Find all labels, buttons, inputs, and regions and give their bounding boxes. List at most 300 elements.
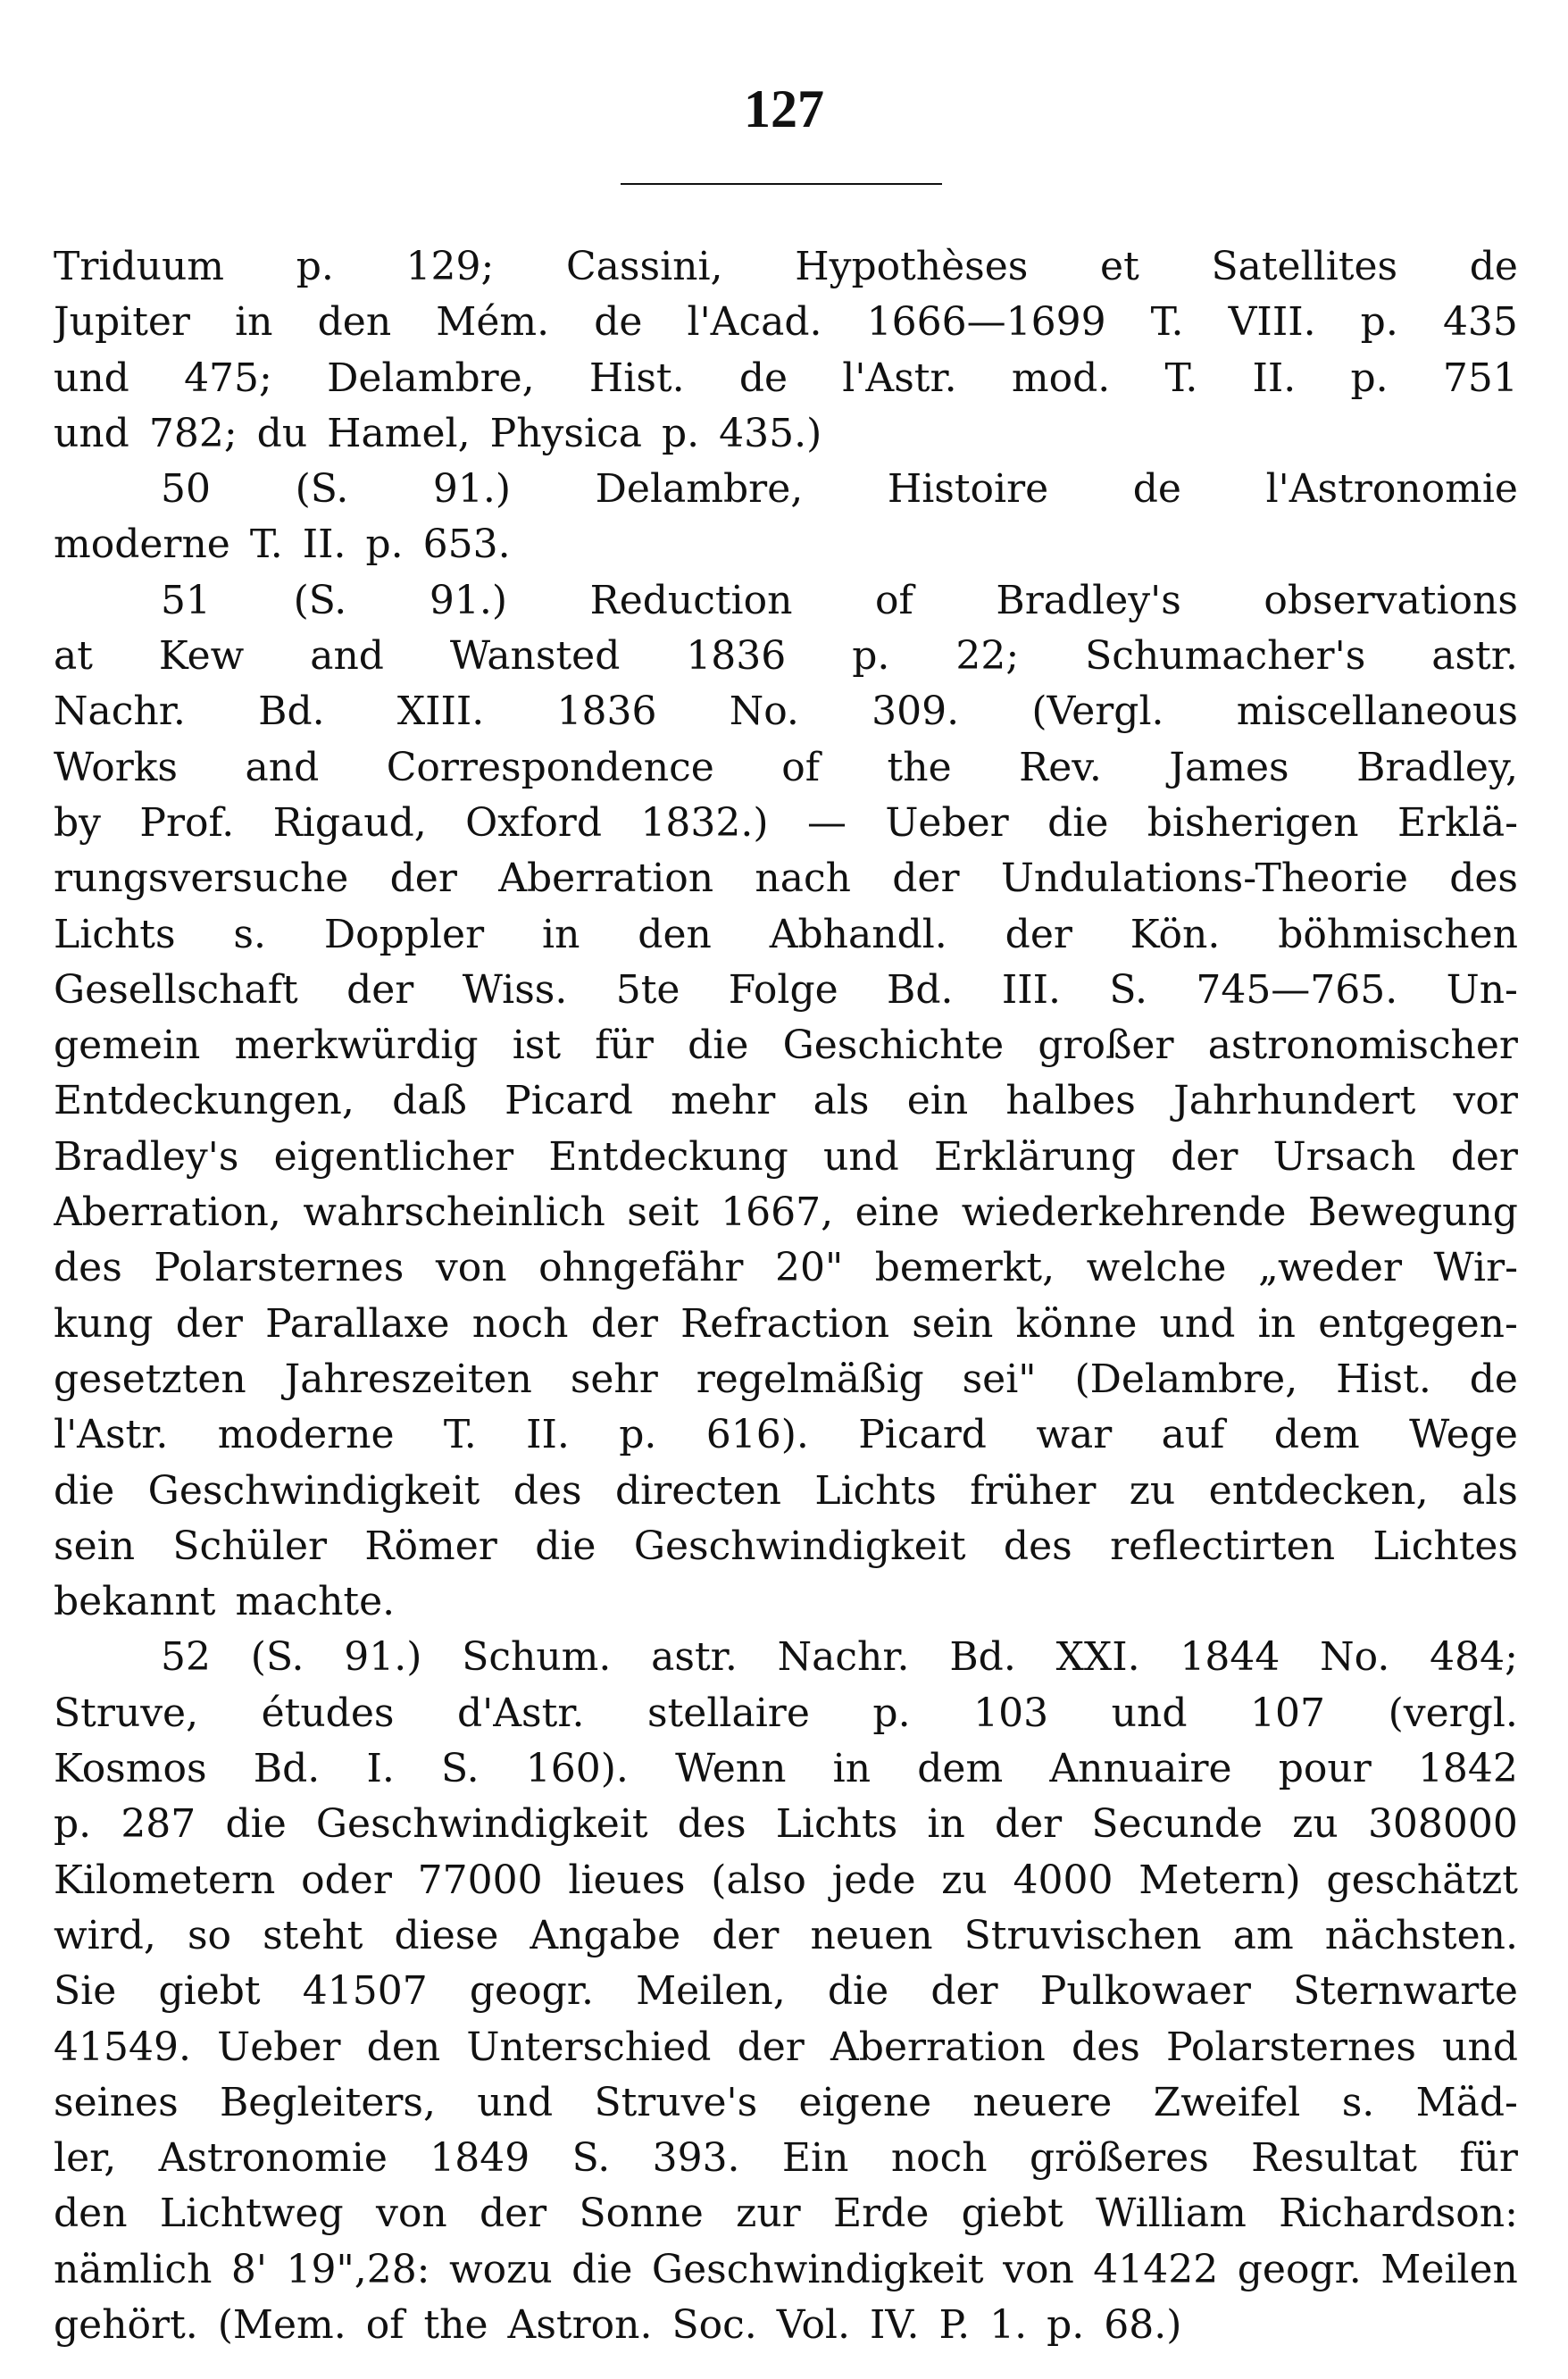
word: p. <box>365 522 404 568</box>
word: die <box>688 1023 749 1069</box>
word: und <box>1159 1300 1236 1347</box>
word: 91.) <box>429 577 507 623</box>
text-line <box>54 1352 1518 1407</box>
word: 41422 <box>1093 2246 1219 2292</box>
word: bekannt <box>54 1579 216 1625</box>
word: études <box>261 1690 395 1736</box>
word: 745—765. <box>1196 966 1398 1013</box>
word: zur <box>736 2191 801 2237</box>
word: die <box>54 1467 115 1514</box>
word: den <box>366 2024 441 2070</box>
word: Undulations-Theorie <box>1000 856 1408 902</box>
word: Geschichte <box>782 1023 1005 1069</box>
text-line <box>54 1240 1518 1296</box>
word: II. <box>302 522 346 568</box>
word: VIII. <box>1228 299 1316 346</box>
word: 107 <box>1250 1690 1326 1736</box>
word: Kosmos <box>54 1746 207 1792</box>
word: the <box>887 744 952 790</box>
word: den <box>54 2191 128 2237</box>
word: geogr. <box>1237 2246 1362 2292</box>
word: Hamel, <box>327 410 471 456</box>
word: Astron. <box>507 2301 653 2348</box>
word: und <box>54 410 129 456</box>
word: entgegen- <box>1318 1300 1518 1347</box>
word: 782; <box>148 410 238 456</box>
text-line <box>54 684 1518 739</box>
word: 91.) <box>344 1634 422 1681</box>
word: der <box>389 856 457 902</box>
word: wiederkehrende <box>961 1190 1287 1236</box>
text-line <box>54 2075 1518 2131</box>
word: 287 <box>121 1801 196 1848</box>
word: mod. <box>1011 355 1111 401</box>
word: de <box>738 355 788 401</box>
word: Rigaud, <box>272 799 427 846</box>
text-line <box>54 2186 1518 2241</box>
word: Begleiters, <box>219 2079 436 2125</box>
word: Jahreszeiten <box>284 1356 532 1402</box>
word: the <box>423 2301 488 2348</box>
word: bisherigen <box>1147 799 1359 846</box>
word: 751 <box>1442 355 1518 401</box>
text-line <box>54 2020 1518 2075</box>
word: James <box>1169 744 1289 790</box>
word: XXI. <box>1055 1634 1140 1681</box>
word: Bewegung <box>1307 1190 1518 1236</box>
word: 1. <box>989 2301 1028 2348</box>
word: 475; <box>184 355 272 401</box>
word: nämlich <box>54 2246 213 2292</box>
text-line <box>54 1630 1518 1685</box>
word: Sie <box>54 1968 117 2015</box>
word: zu <box>941 1857 988 1903</box>
word: des <box>1072 2024 1140 2070</box>
text-line <box>54 462 1518 517</box>
word: Struve, <box>54 1690 199 1736</box>
word: merkwürdig <box>234 1023 479 1069</box>
word: den <box>638 911 712 957</box>
word: bemerkt, <box>874 1245 1055 1291</box>
word: gehört. <box>54 2301 198 2348</box>
word: by <box>54 799 102 846</box>
word: gesetzten <box>54 1356 246 1402</box>
text-line <box>54 1574 1518 1630</box>
word: p. <box>661 410 700 456</box>
word: astr. <box>1431 633 1518 680</box>
text-line <box>54 796 1518 851</box>
word: noch <box>890 2135 988 2182</box>
word: of <box>365 2301 405 2348</box>
word: l'Acad. <box>687 299 822 346</box>
word: Reduction <box>589 577 793 623</box>
word: Histoire <box>887 466 1049 513</box>
word: Physica <box>489 410 642 456</box>
word: in <box>1257 1300 1296 1347</box>
word: des <box>677 1801 746 1848</box>
word: Doppler <box>323 911 485 957</box>
text-line <box>54 2131 1518 2186</box>
word: 20" <box>774 1245 844 1291</box>
word: l'Astr. <box>54 1412 169 1458</box>
word: p. <box>1360 299 1398 346</box>
word: II. <box>526 1412 570 1458</box>
header-rule <box>621 183 942 185</box>
word: 91.) <box>432 466 512 513</box>
word: du <box>256 410 308 456</box>
word: Prof. <box>139 799 235 846</box>
word: astr. <box>651 1634 738 1681</box>
text-line <box>54 1185 1518 1240</box>
word: (S. <box>295 466 349 513</box>
word: de <box>1469 1356 1518 1402</box>
word: Hypothèses <box>795 244 1029 289</box>
text-line <box>54 1741 1518 1797</box>
word: halbes <box>1005 1078 1136 1124</box>
word: Triduum <box>54 244 225 289</box>
word: S. <box>571 2135 611 2182</box>
word: de <box>594 299 643 346</box>
word: Lichts <box>814 1467 937 1514</box>
word: giebt <box>961 2191 1063 2237</box>
word: Ein <box>781 2135 849 2182</box>
word: Hist. <box>1336 1356 1431 1402</box>
word: Pulkowaer <box>1039 1968 1251 2015</box>
word: Ursach <box>1272 1133 1416 1180</box>
word: 52 <box>161 1634 211 1681</box>
word: der <box>737 2024 805 2070</box>
text-line <box>54 963 1518 1018</box>
word: p. <box>1350 355 1389 401</box>
word: Hist. <box>588 355 685 401</box>
word: Bd. <box>887 966 954 1013</box>
word: Un- <box>1446 966 1518 1013</box>
word: (Delambre, <box>1074 1356 1298 1402</box>
word: gemein <box>54 1023 201 1069</box>
word: III. <box>1001 966 1062 1013</box>
word: nächsten. <box>1324 1912 1518 1958</box>
word: I. <box>366 1746 395 1792</box>
text-line <box>54 1073 1518 1129</box>
text-line <box>54 351 1518 406</box>
word: Ueber <box>217 2024 341 2070</box>
word: Römer <box>364 1523 497 1569</box>
word: den <box>317 299 392 346</box>
word: am <box>1232 1912 1294 1958</box>
text-line <box>54 406 1518 462</box>
word: Wege <box>1409 1412 1518 1458</box>
word: Geschwindigkeit <box>633 1523 966 1569</box>
word: Struve's <box>594 2079 758 2125</box>
word: No. <box>1320 1634 1390 1681</box>
word: Secunde <box>1091 1801 1264 1848</box>
word: Jupiter <box>54 299 190 346</box>
word: Meilen, <box>636 1968 786 2015</box>
word: und <box>1442 2024 1518 2070</box>
word: Lichtweg <box>159 2191 344 2237</box>
word: in <box>235 299 273 346</box>
word: S. <box>1109 966 1147 1013</box>
word: Sternwarte <box>1293 1968 1518 2015</box>
word: pour <box>1278 1746 1372 1792</box>
word: des <box>1449 856 1518 902</box>
word: reflectirten <box>1110 1523 1336 1569</box>
word: Wiss. <box>462 966 568 1013</box>
word: Lichts <box>775 1801 898 1848</box>
word: — <box>806 799 847 846</box>
word: eine <box>855 1190 940 1236</box>
word: l'Astronomie <box>1265 466 1518 513</box>
word: von <box>435 1245 507 1291</box>
word: Lichtes <box>1372 1523 1518 1569</box>
word: der <box>590 1300 658 1347</box>
word: „weder <box>1258 1245 1402 1291</box>
word: Wir- <box>1433 1245 1518 1291</box>
word: 484; <box>1430 1634 1518 1681</box>
word: auf <box>1161 1412 1225 1458</box>
word: könne <box>1015 1300 1138 1347</box>
word: die <box>1047 799 1109 846</box>
word: und <box>477 2079 554 2125</box>
word: Bradley, <box>1356 744 1518 790</box>
word: 51 <box>161 577 211 623</box>
word: früher <box>970 1467 1097 1514</box>
word: Annuaire <box>1049 1746 1232 1792</box>
word: 1836 <box>686 633 787 680</box>
word: p. <box>296 244 334 289</box>
word: Schum. <box>462 1634 612 1681</box>
word: des <box>1003 1523 1072 1569</box>
word: Geschwindigkeit <box>315 1801 648 1848</box>
word: wahrscheinlich <box>303 1190 605 1236</box>
word: wird, <box>54 1912 156 1958</box>
word: daß <box>392 1078 467 1124</box>
text-line <box>54 1297 1518 1352</box>
word: großer <box>1038 1023 1174 1069</box>
text-line <box>54 1908 1518 1964</box>
word: steht <box>263 1912 363 1958</box>
word: No. <box>729 689 799 735</box>
word: von <box>1003 2246 1074 2292</box>
word: 5te <box>615 966 680 1013</box>
word: 1842 <box>1417 1746 1518 1792</box>
word: die <box>225 1801 287 1848</box>
word: (also <box>711 1857 806 1903</box>
word: Mäd- <box>1415 2079 1518 2125</box>
word: 4000 <box>1013 1857 1113 1903</box>
word: s. <box>1341 2079 1375 2125</box>
word: of <box>781 744 821 790</box>
word: der <box>346 966 414 1013</box>
word: Aberration <box>830 2024 1046 2070</box>
word: moderne <box>217 1412 395 1458</box>
word: Gesellschaft <box>54 966 298 1013</box>
word: 1836 <box>556 689 657 735</box>
word: P. <box>938 2301 971 2348</box>
word: wozu <box>449 2246 553 2292</box>
word: der <box>892 856 960 902</box>
word: seines <box>54 2079 179 2125</box>
word: sein <box>912 1300 994 1347</box>
word: T. <box>1150 299 1184 346</box>
text-line <box>54 1686 1518 1741</box>
word: diese <box>394 1912 499 1958</box>
word: (S. <box>293 577 347 623</box>
word: sein <box>54 1523 136 1569</box>
word: 1832.) <box>640 799 769 846</box>
word: und <box>822 1133 899 1180</box>
word: 1667, <box>721 1190 834 1236</box>
text-line <box>54 1797 1518 1852</box>
word: 393. <box>652 2135 740 2182</box>
word: giebt <box>158 1968 261 2015</box>
word: Delambre, <box>327 355 535 401</box>
word: regelmäßig <box>696 1356 924 1402</box>
text-line <box>54 295 1518 350</box>
word: T. <box>1164 355 1198 401</box>
text-line <box>54 573 1518 629</box>
word: 50 <box>161 466 211 513</box>
word: Parallaxe <box>265 1300 450 1347</box>
text-line <box>54 851 1518 906</box>
word: die <box>571 2246 633 2292</box>
word: welche <box>1086 1245 1227 1291</box>
word: noch <box>471 1300 569 1347</box>
word: p. <box>1047 2301 1085 2348</box>
word: zu <box>1129 1467 1176 1514</box>
word: eigentlicher <box>273 1133 514 1180</box>
word: Picard <box>858 1412 987 1458</box>
word: Kew <box>158 633 245 680</box>
word: als <box>1462 1467 1518 1514</box>
word: Mém. <box>436 299 550 346</box>
text-line <box>54 907 1518 963</box>
word: für <box>1459 2135 1518 2182</box>
word: neuen <box>810 1912 933 1958</box>
word: als <box>813 1078 870 1124</box>
word: des <box>513 1467 582 1514</box>
word: l'Astr. <box>842 355 957 401</box>
word: jede <box>831 1857 916 1903</box>
word: mehr <box>671 1078 776 1124</box>
word: war <box>1036 1412 1113 1458</box>
word: (vergl. <box>1388 1690 1518 1736</box>
word: kung <box>54 1300 154 1347</box>
word: ler, <box>54 2135 117 2182</box>
word: S. <box>441 1746 480 1792</box>
word: Refraction <box>680 1300 890 1347</box>
word: observations <box>1264 577 1518 623</box>
word: 22; <box>955 633 1020 680</box>
word: Entdeckung <box>548 1133 788 1180</box>
word: Kön. <box>1130 911 1221 957</box>
word: IV. <box>870 2301 920 2348</box>
word: 160). <box>525 1746 629 1792</box>
word: der <box>994 1801 1063 1848</box>
word: lieues <box>568 1857 686 1903</box>
word: Bradley's <box>54 1133 239 1180</box>
word: dem <box>917 1746 1004 1792</box>
word: et <box>1100 244 1139 289</box>
word: stellaire <box>647 1690 810 1736</box>
word: Abhandl. <box>769 911 947 957</box>
word: ein <box>906 1078 969 1124</box>
word: und <box>1111 1690 1188 1736</box>
word: zu <box>1292 1801 1339 1848</box>
word: Correspondence <box>386 744 714 790</box>
word: in <box>832 1746 872 1792</box>
word: directen <box>614 1467 781 1514</box>
text-line <box>54 2242 1518 2298</box>
word: and <box>310 633 384 680</box>
word: der <box>712 1912 780 1958</box>
word: ist <box>512 1023 562 1069</box>
word: Sonne <box>579 2191 704 2237</box>
word: Wenn <box>675 1746 787 1792</box>
word: Jahrhundert <box>1173 1078 1416 1124</box>
word: neuere <box>972 2079 1113 2125</box>
word: Satellites <box>1211 244 1398 289</box>
word: machte. <box>235 1579 396 1625</box>
word: vor <box>1453 1078 1518 1124</box>
word: p. <box>619 1412 657 1458</box>
text-line <box>54 1964 1518 2019</box>
word: 1849 <box>430 2135 530 2182</box>
word: Entdeckungen, <box>54 1078 354 1124</box>
word: p. <box>852 633 890 680</box>
word: William <box>1096 2191 1247 2237</box>
word: T. <box>443 1412 477 1458</box>
text-line <box>54 239 1518 295</box>
word: sei" <box>962 1356 1037 1402</box>
word: nach <box>755 856 851 902</box>
word: Ueber <box>885 799 1009 846</box>
text-line <box>54 1407 1518 1463</box>
word: 19",28: <box>286 2246 430 2292</box>
text-line <box>54 2298 1518 2353</box>
word: Soc. <box>671 2301 757 2348</box>
word: rungsversuche <box>54 856 349 902</box>
word: der <box>175 1300 243 1347</box>
word: Nachr. <box>777 1634 910 1681</box>
text-line <box>54 629 1518 684</box>
word: Metern) <box>1138 1857 1301 1903</box>
word: of <box>875 577 913 623</box>
word: böhmischen <box>1278 911 1518 957</box>
word: de <box>1132 466 1181 513</box>
word: sehr <box>570 1356 658 1402</box>
word: der <box>1450 1133 1518 1180</box>
word: Rev. <box>1019 744 1102 790</box>
word: Nachr. <box>54 689 186 735</box>
word: 41549. <box>54 2024 191 2070</box>
word: eigene <box>798 2079 932 2125</box>
word: der <box>1005 911 1072 957</box>
word: at <box>54 633 93 680</box>
word: Schumacher's <box>1085 633 1366 680</box>
word: für <box>595 1023 654 1069</box>
word: de <box>1469 244 1518 289</box>
word: seit <box>627 1190 699 1236</box>
word: Oxford <box>465 799 603 846</box>
word: der <box>930 1968 998 2015</box>
word: in <box>927 1801 965 1848</box>
word: moderne <box>54 522 230 568</box>
word: entdecken, <box>1208 1467 1429 1514</box>
word: Schüler <box>172 1523 328 1569</box>
word: Aberration, <box>54 1190 281 1236</box>
word: Folge <box>728 966 838 1013</box>
